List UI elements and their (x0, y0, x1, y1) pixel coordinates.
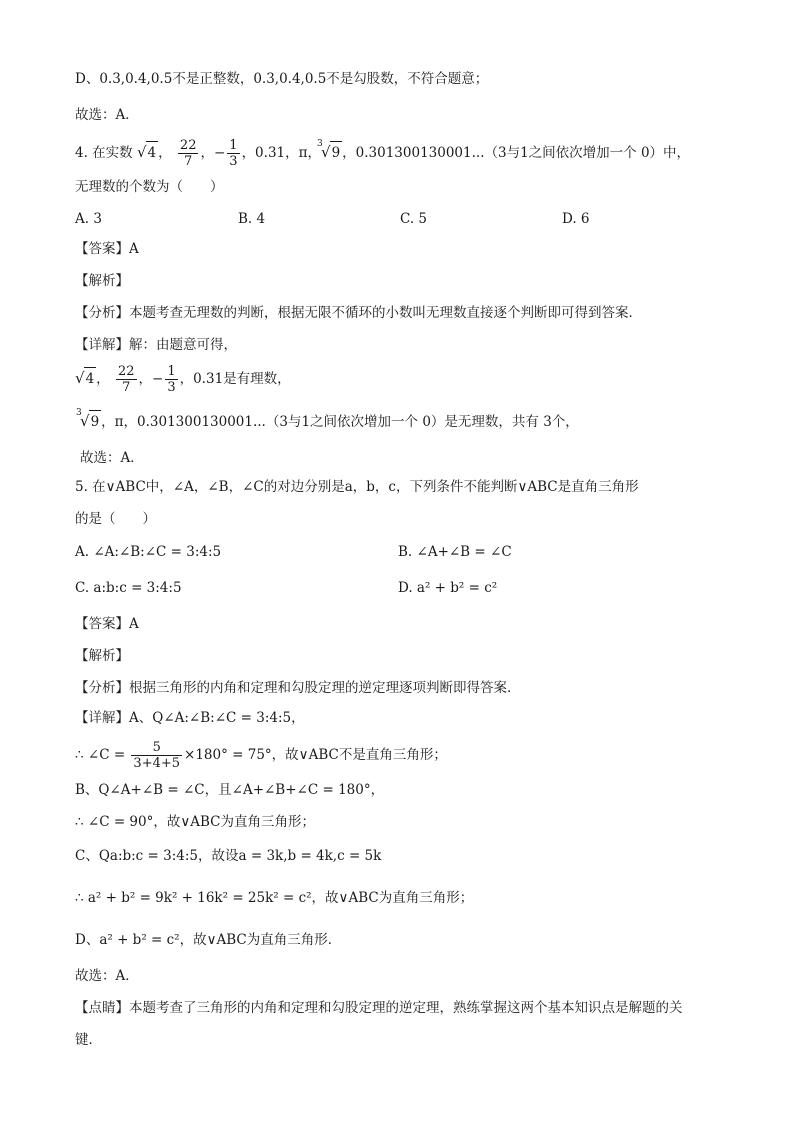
q4-option-c: C. 5 (400, 211, 428, 227)
q5-detail-b2: ∴ ∠C = 90°，故∨ABC为直角三角形； (75, 814, 315, 830)
q4-irrational-line (76, 408, 579, 433)
q4-stem-line2: 无理数的个数为（ ） (75, 179, 224, 195)
q3-option-d-explanation: D、0.3,0.4,0.5不是正整数，0.3,0.4,0.5不是勾股数，不符合题意； (75, 71, 489, 87)
sqrt-sign-icon-2: √ (75, 369, 85, 387)
q4-rational-frac1 (116, 364, 137, 395)
q4-fraction-1-3 (227, 138, 239, 169)
q4-rational-tail: ，0.31是有理数， (179, 371, 291, 387)
q4-stem-prefix: 4. 在实数 (75, 145, 133, 161)
q4-option-a: A. 3 (75, 211, 102, 227)
q4-rational-frac2 (165, 364, 177, 395)
q4-frac2-denominator: 3 (229, 154, 238, 169)
q4-rational-neg: − (152, 371, 164, 387)
q4-cbrt-index: 3 (317, 139, 323, 149)
q4-rational-frac2-den: 3 (167, 380, 176, 395)
q4-answer: 【答案】A (75, 241, 139, 257)
q4-sqrt-arg: 4 (146, 141, 159, 164)
q4-analysis: 【分析】本题考查无理数的判断，根据无限不循环的小数叫无理数直接逐个判断即可得到答案． (75, 305, 642, 321)
q5-choose-line: 故选：A． (75, 968, 139, 984)
q5-stem-line2: 的是（ ） (75, 511, 156, 527)
q4-frac2-numerator: 1 (229, 138, 238, 153)
q4-rational-line: √4 ， $\frac{22}{7}$ ，− $\frac{1}{3}$ ，0.31是有理数， (75, 364, 291, 395)
q5-option-d: D. a² + b² = c² (398, 580, 498, 596)
q4-irr-cbrt-arg: 9 (89, 410, 102, 433)
q4-cube-root (317, 139, 342, 164)
q4-irr-cube-root (76, 408, 101, 433)
q5-detail-c2: ∴ a² + b² = 9k² + 16k² = 25k² = c²，故∨ABC为直角三角形； (75, 890, 474, 906)
q5-option-a: A. ∠A:∠B:∠C = 3:4:5 (75, 544, 222, 560)
q4-stem-rest: ，0.301300130001...（3与1之间依次增加一个 0）中， (342, 145, 691, 161)
q4-choose-line: 故选：A． (80, 450, 144, 466)
q5-comment: 【点睛】本题考查了三角形的内角和定理和勾股定理的逆定理，熟练掌握这两个基本知识点是解题的关 (75, 1000, 683, 1016)
q4-option-b: B. 4 (238, 211, 266, 227)
q4-detail: 【详解】解：由题意可得， (75, 337, 237, 353)
q5-detail-c: C、Qa:b:c = 3:4:5，故设a = 3k,b = 4k,c = 5k (75, 848, 382, 864)
q5-analysis: 【分析】根据三角形的内角和定理和勾股定理的逆定理逐项判断即得答案． (75, 680, 521, 696)
q5-detail-d: D、a² + b² = c²，故∨ABC为直角三角形． (75, 932, 342, 948)
root-sign-icon-2: √ (80, 412, 90, 430)
q4-irr-cbrt-index: 3 (76, 408, 82, 418)
q5-answer: 【答案】A (75, 616, 139, 632)
q5-calc-tail: ×180° = 75°，故∨ABC不是直角三角形； (184, 747, 447, 763)
q4-frac1-numerator: 22 (179, 138, 197, 153)
q4-rational-frac2-num: 1 (167, 364, 176, 379)
q4-fraction-22-7 (178, 138, 199, 169)
sqrt-sign-icon: √ (136, 143, 147, 161)
q5-detail-b: B、Q∠A+∠B = ∠C，且∠A+∠B+∠C = 180°， (75, 782, 385, 798)
q4-cbrt-arg: 9 (330, 141, 343, 164)
q4-rational-frac1-num: 22 (117, 364, 135, 379)
q5-calc-line (75, 740, 447, 771)
q5-calc-denominator: 3+4+5 (133, 756, 181, 771)
q4-negative-sign: − (213, 145, 226, 161)
q4-frac1-denominator: 7 (184, 154, 193, 169)
q5-detail-a: 【详解】A、Q∠A:∠B:∠C = 3:4:5， (75, 710, 305, 726)
q4-rational-frac1-den: 7 (122, 380, 131, 395)
q4-analysis-heading: 【解析】 (75, 273, 129, 289)
q4-irrational-tail: ，π，0.301300130001...（3与1之间依次增加一个 0）是无理数，共有 3个， (101, 414, 579, 430)
q3-choose-line: 故选：A． (75, 107, 139, 123)
q4-rational-sqrt-arg: 4 (84, 367, 97, 390)
q5-calc-prefix: ∴ ∠C = (75, 747, 126, 763)
q5-calc-numerator: 5 (131, 740, 182, 756)
q4-option-d: D. 6 (562, 211, 590, 227)
q5-option-c: C. a:b:c = 3:4:5 (75, 580, 182, 596)
q5-analysis-heading: 【解析】 (75, 648, 129, 664)
root-sign-icon: √ (321, 143, 331, 161)
q5-stem-line1: 5. 在∨ABC中，∠A，∠B，∠C的对边分别是a，b，c，下列条件不能判断∨ABC是直角三角形 (75, 479, 639, 495)
q4-other-numbers: ，0.31，π， (241, 145, 321, 161)
q5-option-b: B. ∠A+∠B = ∠C (398, 544, 512, 560)
q5-comment-line2: 键． (75, 1032, 102, 1048)
q4-stem-line1: 4. 在实数 √4 ， $\frac{22}{7}$ ，− $\frac{1}{3}$ ，0.31，π， 3 √9 ，0.301300130001...（3与1之间依次增加一个 0）中， (75, 138, 690, 169)
q5-calc-fraction (131, 740, 182, 771)
